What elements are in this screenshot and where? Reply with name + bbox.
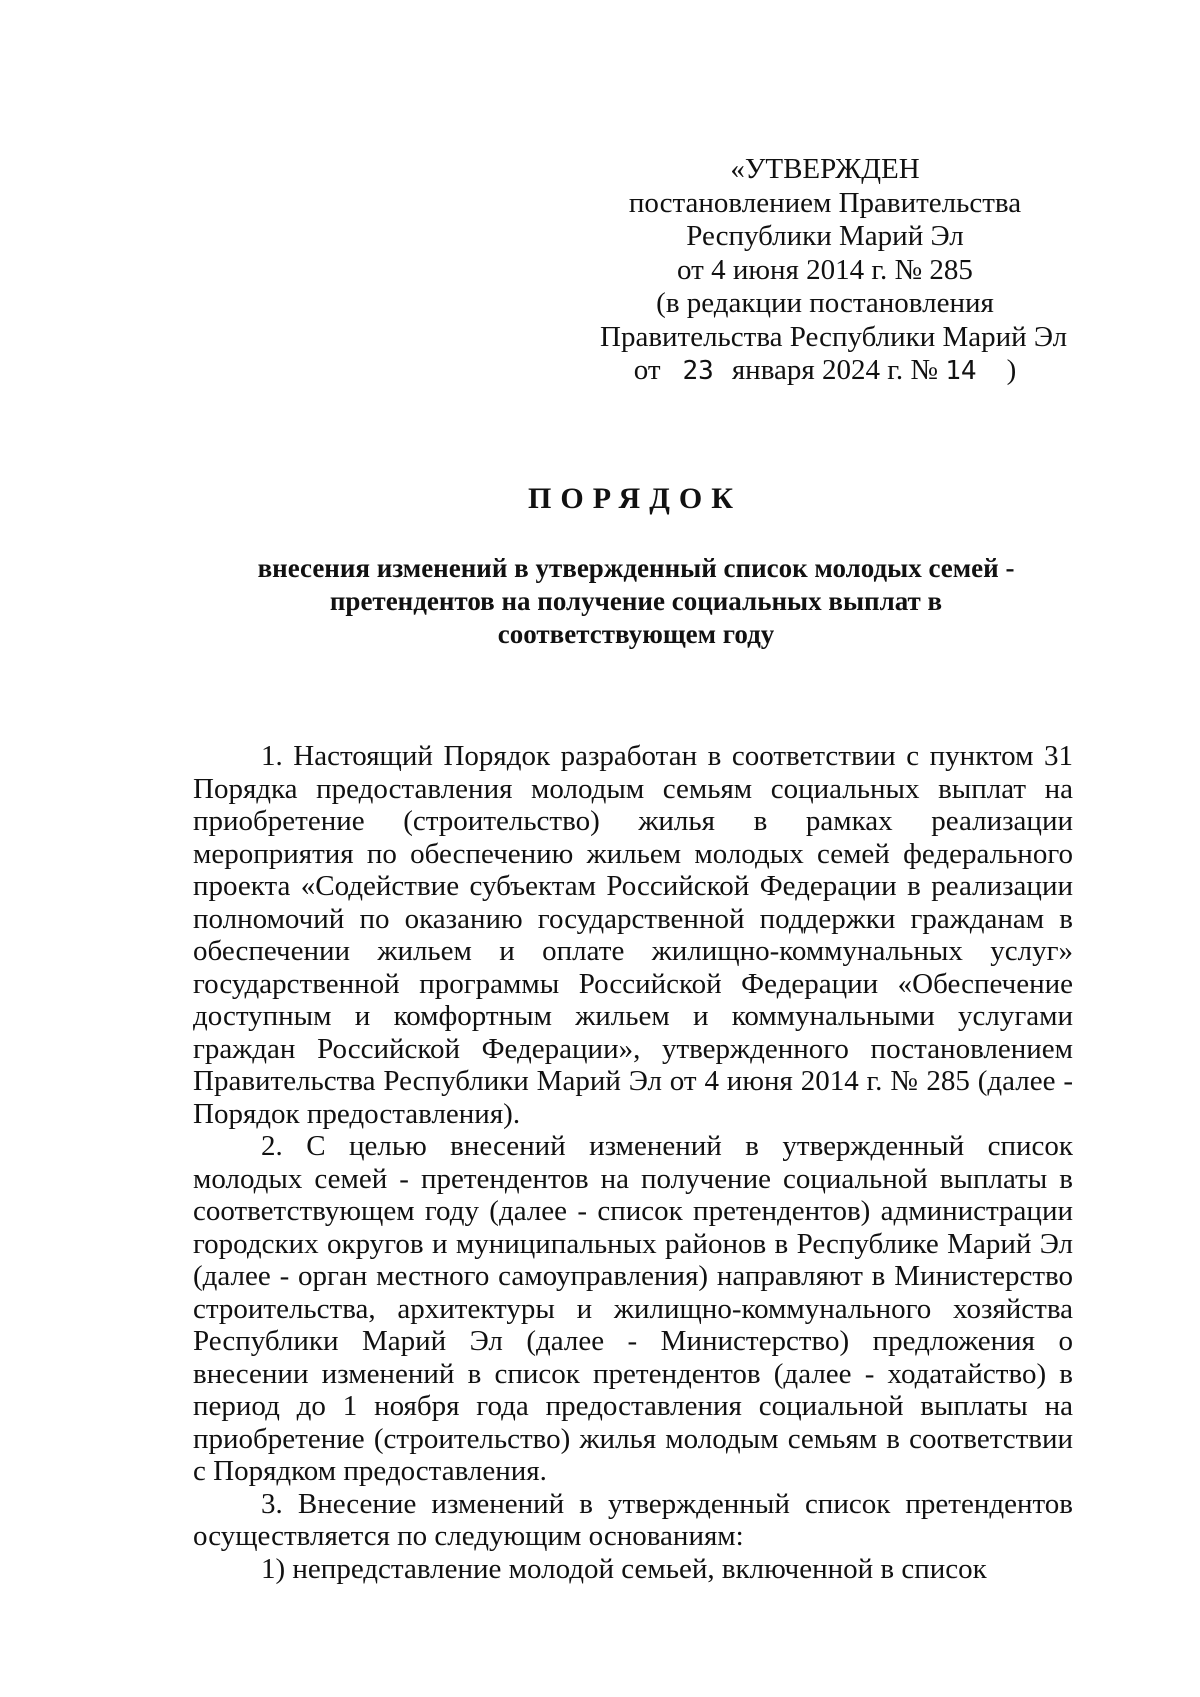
approval-line: постановлением Правительства bbox=[628, 186, 1022, 219]
document-subtitle: внесения изменений в утвержденный список молодых семей - претендентов на получение социальных выплат в соответствующем году bbox=[257, 553, 1015, 649]
approval-heading: «УТВЕРЖДЕН bbox=[730, 153, 920, 185]
paragraph: 3. Внесение изменений в утвержденный список претендентов осуществляется по следующим основаниям: bbox=[193, 1487, 1073, 1552]
approval-date-suffix: ) bbox=[1006, 354, 1017, 386]
approval-line: Правительства Республики Марий Эл bbox=[600, 320, 1068, 353]
document-title: ПОРЯДОК bbox=[528, 482, 742, 515]
approval-day: 23 bbox=[682, 356, 714, 386]
paragraph: 1. Настоящий Порядок разработан в соответствии с пунктом 31 Порядка предоставления молодым семьям социальных выплат на приобретение (строительство) жилья в рамках реализации мероприятия по обеспечению жильем молодых семей федерального проекта «Содействие субъектам Российской Федерации в реализации полномочий по оказанию государственной поддержки гражданам в обеспечении жильем и оплате жилищно-коммунальных услуг» государственной программы Российской Федерации «Обеспечение доступным и комфортным жильем и коммунальными услугами граждан Российской Федерации», утвержденного постановлением Правительства Республики Марий Эл от 4 июня 2014 г. № 285 (далее - Порядок предоставления). bbox=[193, 740, 1073, 1130]
approval-line: (в редакции постановления bbox=[656, 287, 994, 319]
paragraph: 2. С целью внесений изменений в утвержденный список молодых семей - претендентов на получение социальной выплаты в соответствующем году (далее - список претендентов) администрации городских округов и муниципальных районов в Республике Марий Эл (далее - орган местного самоуправления) направляют в Министерство строительства, архитектуры и жилищно-коммунального хозяйства Республики Марий Эл (далее - Министерство) предложения о внесении изменений в список претендентов (далее - ходатайство) в период до 1 ноября года предоставления социальной выплаты на приобретение (строительство) жилья молодым семьям в соответствии с Порядком предоставления. bbox=[193, 1130, 1073, 1487]
approval-line: Республики Марий Эл bbox=[686, 220, 964, 252]
document-body bbox=[193, 740, 1073, 1585]
approval-stamp bbox=[600, 153, 1068, 389]
approval-line: от 4 июня 2014 г. № 285 bbox=[677, 253, 973, 286]
approval-month-year: января 2024 г. № bbox=[731, 354, 939, 386]
approval-number: 14 bbox=[945, 356, 977, 386]
paragraph: 1) непредставление молодой семьей, включенной в список bbox=[261, 1552, 987, 1585]
approval-date-line bbox=[600, 354, 1050, 389]
approval-date-prefix: от bbox=[633, 354, 661, 386]
